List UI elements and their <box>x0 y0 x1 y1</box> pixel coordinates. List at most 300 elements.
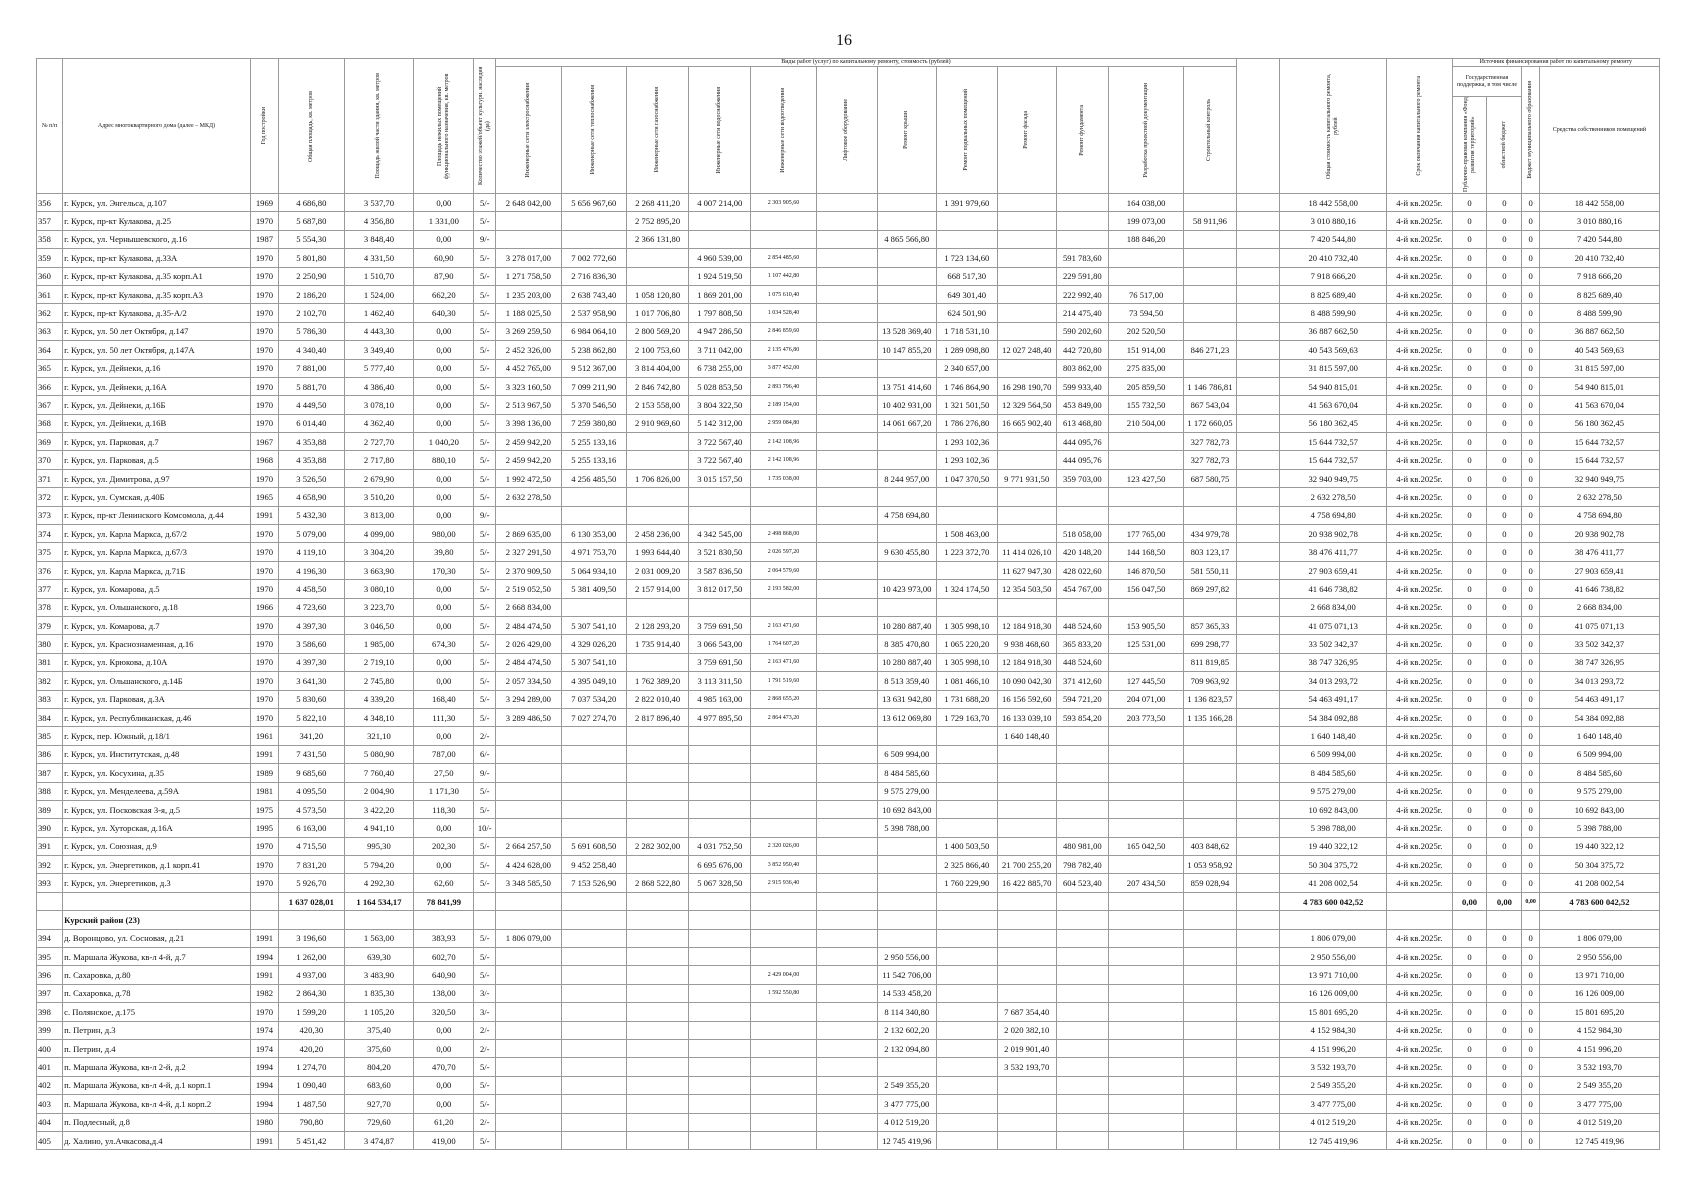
row-source-value: 0 <box>1487 580 1522 598</box>
row-work-cost <box>816 653 877 671</box>
row-number: 403 <box>37 1095 63 1113</box>
row-term: 4-й кв.2025г. <box>1387 1003 1452 1021</box>
row-address: г. Курск, ул. Карла Маркса, д.67/3 <box>63 543 251 561</box>
row-work-cost <box>1184 1095 1236 1113</box>
row-address: г. Курск, ул. Комарова, д.5 <box>63 580 251 598</box>
row-source-value: 0 <box>1487 1021 1522 1039</box>
header-floors: Количество этажей/объект культурн. наследия (да) <box>474 59 496 194</box>
row-work-cost: 5 064 934,10 <box>561 561 626 579</box>
row-work-cost: 2 142 108,96 <box>751 433 816 451</box>
row-total-area: 4 095,50 <box>279 782 344 800</box>
row-work-cost: 5 307 541,10 <box>561 616 626 634</box>
row-address: г. Курск, ул. Дейнеки, д.16Б <box>63 396 251 414</box>
section-empty <box>1236 911 1280 929</box>
row-work-cost <box>1056 230 1108 248</box>
row-work-cost: 2 549 355,20 <box>877 1076 936 1094</box>
row-nonresidential-area: 0,00 <box>414 396 474 414</box>
row-work-cost: 13 612 069,80 <box>877 708 936 726</box>
row-year: 1975 <box>250 800 278 818</box>
row-work-cost: 4 960 539,00 <box>689 249 751 267</box>
row-source-value: 0 <box>1487 322 1522 340</box>
totals-living-area: 1 164 534,17 <box>344 892 414 910</box>
row-work-cost <box>627 745 689 763</box>
row-floors: 5/- <box>474 469 496 487</box>
row-year: 1970 <box>250 616 278 634</box>
row-nonresidential-area: 202,30 <box>414 837 474 855</box>
row-work-cost: 3 521 830,50 <box>689 543 751 561</box>
row-work-cost <box>1184 800 1236 818</box>
row-work-cost: 5 142 312,00 <box>689 414 751 432</box>
row-source-value: 0 <box>1522 451 1539 469</box>
row-source-value: 0 <box>1452 249 1487 267</box>
row-nonresidential-area: 0,00 <box>414 653 474 671</box>
row-source-value: 0 <box>1522 396 1539 414</box>
row-address: г. Курск, ул. Дейнеки, д.16В <box>63 414 251 432</box>
capital-repair-table <box>36 58 1660 1150</box>
row-work-cost <box>997 966 1056 984</box>
row-living-area: 729,60 <box>344 1113 414 1131</box>
row-source-value: 0 <box>1452 984 1487 1002</box>
row-work-cost <box>816 874 877 892</box>
row-work-cost: 16 298 190,70 <box>997 377 1056 395</box>
row-work-cost <box>816 598 877 616</box>
row-work-cost: 8 244 957,00 <box>877 469 936 487</box>
row-address: п. Маршала Жукова, кв-л 4-й, д.1 корп.1 <box>63 1076 251 1094</box>
table-row <box>37 359 1660 377</box>
row-number: 361 <box>37 285 63 303</box>
row-source-value: 0 <box>1522 1039 1539 1057</box>
row-address: п. Маршала Жукова, кв-л 4-й, д.7 <box>63 948 251 966</box>
totals-source-value: 4 783 600 042,52 <box>1539 892 1659 910</box>
row-total-area: 3 526,50 <box>279 469 344 487</box>
row-work-cost <box>1109 782 1184 800</box>
row-total-area: 4 119,10 <box>279 543 344 561</box>
row-number: 362 <box>37 304 63 322</box>
row-spacer <box>1236 304 1280 322</box>
row-work-cost: 14 533 458,20 <box>877 984 936 1002</box>
row-term: 4-й кв.2025г. <box>1387 580 1452 598</box>
row-source-value: 0 <box>1452 929 1487 947</box>
row-year: 1974 <box>250 1021 278 1039</box>
row-work-cost <box>751 948 816 966</box>
row-source-value: 0 <box>1522 469 1539 487</box>
row-source-value: 0 <box>1452 727 1487 745</box>
table-row <box>37 451 1660 469</box>
table-row <box>37 708 1660 726</box>
header-spacer <box>1236 59 1280 194</box>
row-spacer <box>1236 433 1280 451</box>
row-work-cost: 1 136 823,57 <box>1184 690 1236 708</box>
row-work-cost: 3 289 486,50 <box>496 708 561 726</box>
row-number: 358 <box>37 230 63 248</box>
row-work-cost <box>496 782 561 800</box>
header-work-roof: Ремонт крыши <box>877 67 936 194</box>
row-year: 1969 <box>250 194 278 212</box>
row-work-cost <box>1184 359 1236 377</box>
row-work-cost: 1 053 958,92 <box>1184 856 1236 874</box>
row-source-value: 4 152 984,30 <box>1539 1021 1659 1039</box>
row-work-cost <box>997 1076 1056 1094</box>
header-work-water: Инженерные сети водоснабжения <box>689 67 751 194</box>
row-total-area: 4 573,50 <box>279 800 344 818</box>
row-work-cost <box>1109 745 1184 763</box>
row-total-cost: 32 940 949,75 <box>1280 469 1387 487</box>
row-spacer <box>1236 653 1280 671</box>
row-year: 1995 <box>250 819 278 837</box>
row-nonresidential-area: 1 171,30 <box>414 782 474 800</box>
row-living-area: 2 004,90 <box>344 782 414 800</box>
row-work-cost <box>689 1131 751 1149</box>
row-spacer <box>1236 285 1280 303</box>
row-floors: 5/- <box>474 1095 496 1113</box>
row-floors: 5/- <box>474 598 496 616</box>
row-number: 396 <box>37 966 63 984</box>
table-row <box>37 1095 1660 1113</box>
row-work-cost <box>1056 819 1108 837</box>
row-total-cost: 8 484 585,60 <box>1280 764 1387 782</box>
row-work-cost <box>816 561 877 579</box>
row-work-cost: 4 395 049,10 <box>561 672 626 690</box>
row-work-cost <box>816 1039 877 1057</box>
table-row <box>37 1021 1660 1039</box>
row-total-cost: 40 543 569,63 <box>1280 341 1387 359</box>
section-empty <box>279 911 344 929</box>
row-number: 399 <box>37 1021 63 1039</box>
row-source-value: 0 <box>1487 690 1522 708</box>
row-work-cost <box>1056 929 1108 947</box>
row-work-cost <box>751 1003 816 1021</box>
row-work-cost: 127 445,50 <box>1109 672 1184 690</box>
row-work-cost <box>997 800 1056 818</box>
row-work-cost <box>496 1113 561 1131</box>
row-source-value: 0 <box>1487 469 1522 487</box>
row-work-cost <box>627 856 689 874</box>
row-work-cost <box>1184 322 1236 340</box>
row-work-cost: 16 156 592,60 <box>997 690 1056 708</box>
row-source-value: 0 <box>1452 874 1487 892</box>
row-work-cost <box>561 800 626 818</box>
section-empty <box>250 911 278 929</box>
row-work-cost <box>561 1131 626 1149</box>
row-work-cost <box>1109 764 1184 782</box>
row-number: 367 <box>37 396 63 414</box>
row-work-cost <box>627 1058 689 1076</box>
totals-empty <box>689 892 751 910</box>
row-work-cost <box>689 966 751 984</box>
row-source-value: 0 <box>1487 1113 1522 1131</box>
row-work-cost <box>816 727 877 745</box>
row-work-cost <box>936 561 997 579</box>
row-work-cost: 1 034 528,40 <box>751 304 816 322</box>
row-total-area: 341,20 <box>279 727 344 745</box>
row-work-cost: 2 664 257,50 <box>496 837 561 855</box>
row-living-area: 5 794,20 <box>344 856 414 874</box>
row-floors: 9/- <box>474 230 496 248</box>
row-work-cost: 599 933,40 <box>1056 377 1108 395</box>
row-total-area: 7 831,20 <box>279 856 344 874</box>
row-source-value: 0 <box>1487 727 1522 745</box>
row-source-value: 0 <box>1487 837 1522 855</box>
totals-source-value: 0,00 <box>1522 892 1539 910</box>
row-nonresidential-area: 1 331,00 <box>414 212 474 230</box>
row-work-cost <box>997 194 1056 212</box>
row-term: 4-й кв.2025г. <box>1387 837 1452 855</box>
row-source-value: 0 <box>1452 1113 1487 1131</box>
row-nonresidential-area: 0,00 <box>414 230 474 248</box>
row-source-value: 0 <box>1452 745 1487 763</box>
row-total-cost: 19 440 322,12 <box>1280 837 1387 855</box>
row-total-cost: 2 632 278,50 <box>1280 488 1387 506</box>
row-floors: 6/- <box>474 745 496 763</box>
row-total-area: 5 926,70 <box>279 874 344 892</box>
row-floors: 5/- <box>474 1058 496 1076</box>
row-work-cost <box>1109 249 1184 267</box>
row-term: 4-й кв.2025г. <box>1387 948 1452 966</box>
section-empty <box>1109 911 1184 929</box>
row-work-cost <box>496 966 561 984</box>
row-work-cost <box>816 249 877 267</box>
row-term: 4-й кв.2025г. <box>1387 616 1452 634</box>
row-source-value: 0 <box>1487 782 1522 800</box>
totals-empty <box>1184 892 1236 910</box>
row-number: 373 <box>37 506 63 524</box>
row-work-cost: 164 038,00 <box>1109 194 1184 212</box>
row-nonresidential-area: 0,00 <box>414 1021 474 1039</box>
section-empty <box>414 911 474 929</box>
row-work-cost <box>816 856 877 874</box>
row-source-value: 1 640 148,40 <box>1539 727 1659 745</box>
row-source-value: 1 806 079,00 <box>1539 929 1659 947</box>
row-living-area: 1 563,00 <box>344 929 414 947</box>
row-work-cost: 7 687 354,40 <box>997 1003 1056 1021</box>
row-work-cost <box>1184 1131 1236 1149</box>
row-work-cost <box>496 1039 561 1057</box>
row-spacer <box>1236 561 1280 579</box>
row-work-cost: 11 414 026,10 <box>997 543 1056 561</box>
row-work-cost: 2 163 471,60 <box>751 616 816 634</box>
row-living-area: 3 223,70 <box>344 598 414 616</box>
table-body <box>37 194 1660 1150</box>
row-number: 368 <box>37 414 63 432</box>
row-work-cost: 2 100 753,60 <box>627 341 689 359</box>
row-source-value: 0 <box>1522 1095 1539 1113</box>
row-work-cost <box>689 800 751 818</box>
row-source-value: 0 <box>1452 856 1487 874</box>
row-source-value: 0 <box>1452 194 1487 212</box>
row-source-value: 0 <box>1487 304 1522 322</box>
row-work-cost: 5 067 328,50 <box>689 874 751 892</box>
row-work-cost: 1 762 389,20 <box>627 672 689 690</box>
row-work-cost <box>997 929 1056 947</box>
table-row <box>37 469 1660 487</box>
row-total-area: 5 451,42 <box>279 1131 344 1149</box>
row-work-cost <box>689 1039 751 1057</box>
row-work-cost: 365 833,20 <box>1056 635 1108 653</box>
row-work-cost: 73 594,50 <box>1109 304 1184 322</box>
row-work-cost <box>1184 1021 1236 1039</box>
row-work-cost <box>936 984 997 1002</box>
row-term: 4-й кв.2025г. <box>1387 874 1452 892</box>
row-work-cost <box>997 598 1056 616</box>
row-work-cost: 2 303 905,60 <box>751 194 816 212</box>
row-floors: 5/- <box>474 653 496 671</box>
row-address: г. Курск, ул. Менделеева, д.59А <box>63 782 251 800</box>
row-living-area: 2 719,10 <box>344 653 414 671</box>
row-source-value: 0 <box>1522 1021 1539 1039</box>
row-work-cost <box>627 1003 689 1021</box>
row-work-cost: 867 543,04 <box>1184 396 1236 414</box>
row-year: 1970 <box>250 1003 278 1021</box>
row-nonresidential-area: 111,30 <box>414 708 474 726</box>
row-spacer <box>1236 764 1280 782</box>
row-address: г. Курск, пер. Южный, д.18/1 <box>63 727 251 745</box>
row-work-cost: 2 822 010,40 <box>627 690 689 708</box>
row-work-cost: 10 423 973,00 <box>877 580 936 598</box>
row-work-cost: 2 498 868,00 <box>751 525 816 543</box>
row-spacer <box>1236 635 1280 653</box>
table-row <box>37 1076 1660 1094</box>
row-work-cost: 12 184 918,30 <box>997 616 1056 634</box>
row-number: 386 <box>37 745 63 763</box>
row-work-cost: 3 814 404,00 <box>627 359 689 377</box>
row-work-cost <box>816 635 877 653</box>
row-total-cost: 54 463 491,17 <box>1280 690 1387 708</box>
row-work-cost: 11 627 947,30 <box>997 561 1056 579</box>
row-term: 4-й кв.2025г. <box>1387 561 1452 579</box>
row-work-cost <box>1056 1076 1108 1094</box>
row-work-cost: 2 128 293,20 <box>627 616 689 634</box>
row-work-cost <box>627 800 689 818</box>
row-work-cost <box>1056 727 1108 745</box>
row-source-value: 0 <box>1522 727 1539 745</box>
row-work-cost <box>627 1095 689 1113</box>
row-source-value: 3 532 193,70 <box>1539 1058 1659 1076</box>
row-work-cost <box>751 782 816 800</box>
header-num: № п/п <box>37 59 63 194</box>
row-work-cost: 624 501,90 <box>936 304 997 322</box>
row-number: 378 <box>37 598 63 616</box>
row-work-cost: 6 984 064,10 <box>561 322 626 340</box>
row-nonresidential-area: 0,00 <box>414 469 474 487</box>
row-source-value: 0 <box>1452 451 1487 469</box>
row-source-value: 0 <box>1487 433 1522 451</box>
row-source-value: 0 <box>1452 377 1487 395</box>
row-living-area: 3 813,00 <box>344 506 414 524</box>
row-work-cost <box>496 1131 561 1149</box>
row-work-cost: 2 638 743,40 <box>561 285 626 303</box>
header-work-sewerage: Инженерные сети водоотведения <box>751 67 816 194</box>
row-source-value: 0 <box>1522 708 1539 726</box>
row-work-cost: 798 782,40 <box>1056 856 1108 874</box>
row-total-cost: 2 549 355,20 <box>1280 1076 1387 1094</box>
row-source-value: 0 <box>1522 874 1539 892</box>
row-floors: 5/- <box>474 433 496 451</box>
row-total-cost: 41 075 071,13 <box>1280 616 1387 634</box>
row-source-value: 41 563 670,04 <box>1539 396 1659 414</box>
row-floors: 5/- <box>474 616 496 634</box>
row-total-cost: 6 509 994,00 <box>1280 745 1387 763</box>
row-total-cost: 8 488 599,90 <box>1280 304 1387 322</box>
row-total-cost: 20 938 902,78 <box>1280 525 1387 543</box>
row-source-value: 0 <box>1487 598 1522 616</box>
row-work-cost <box>997 433 1056 451</box>
row-work-cost <box>1184 819 1236 837</box>
row-number: 390 <box>37 819 63 837</box>
row-work-cost: 687 580,75 <box>1184 469 1236 487</box>
row-nonresidential-area: 0,00 <box>414 414 474 432</box>
row-source-value: 0 <box>1487 966 1522 984</box>
row-source-value: 0 <box>1452 230 1487 248</box>
row-work-cost <box>936 1039 997 1057</box>
row-source-value: 0 <box>1522 856 1539 874</box>
row-number: 400 <box>37 1039 63 1057</box>
row-number: 383 <box>37 690 63 708</box>
header-work-design: Разработка проектной документации <box>1109 67 1184 194</box>
row-work-cost: 3 398 136,00 <box>496 414 561 432</box>
row-work-cost <box>496 1076 561 1094</box>
row-work-cost: 1 058 120,80 <box>627 285 689 303</box>
row-total-area: 4 715,50 <box>279 837 344 855</box>
section-empty <box>627 911 689 929</box>
row-work-cost <box>816 543 877 561</box>
row-work-cost <box>627 1113 689 1131</box>
row-work-cost <box>816 966 877 984</box>
row-address: г. Курск, ул. Хуторская, д.16А <box>63 819 251 837</box>
row-spacer <box>1236 396 1280 414</box>
table-row <box>37 525 1660 543</box>
row-work-cost <box>936 230 997 248</box>
row-source-value: 2 549 355,20 <box>1539 1076 1659 1094</box>
row-work-cost <box>561 1095 626 1113</box>
row-total-cost: 8 825 689,40 <box>1280 285 1387 303</box>
row-floors: 5/- <box>474 782 496 800</box>
row-floors: 5/- <box>474 580 496 598</box>
row-nonresidential-area: 118,30 <box>414 800 474 818</box>
row-source-value: 0 <box>1522 616 1539 634</box>
row-source-value: 0 <box>1487 672 1522 690</box>
row-work-cost: 3 348 585,50 <box>496 874 561 892</box>
row-nonresidential-area: 62,60 <box>414 874 474 892</box>
row-term: 4-й кв.2025г. <box>1387 1131 1452 1149</box>
row-number: 356 <box>37 194 63 212</box>
row-work-cost <box>496 1058 561 1076</box>
row-work-cost <box>816 396 877 414</box>
row-work-cost <box>816 764 877 782</box>
row-living-area: 1 524,00 <box>344 285 414 303</box>
row-work-cost: 4 452 765,00 <box>496 359 561 377</box>
row-spacer <box>1236 672 1280 690</box>
row-nonresidential-area: 39,80 <box>414 543 474 561</box>
row-source-value: 2 668 834,00 <box>1539 598 1659 616</box>
table-row <box>37 929 1660 947</box>
row-work-cost <box>1109 1021 1184 1039</box>
row-total-cost: 36 887 662,50 <box>1280 322 1387 340</box>
row-work-cost <box>1109 929 1184 947</box>
header-source-regional: областной бюджет <box>1487 97 1522 194</box>
row-work-cost <box>751 212 816 230</box>
row-source-value: 0 <box>1487 616 1522 634</box>
row-living-area: 3 349,40 <box>344 341 414 359</box>
row-term: 4-й кв.2025г. <box>1387 690 1452 708</box>
row-source-value: 41 646 738,82 <box>1539 580 1659 598</box>
row-total-area: 4 353,88 <box>279 433 344 451</box>
row-work-cost <box>1056 1058 1108 1076</box>
row-total-cost: 41 208 002,54 <box>1280 874 1387 892</box>
row-source-value: 0 <box>1522 267 1539 285</box>
header-work-heating: Инженерные сети теплоснабжения <box>561 67 626 194</box>
row-work-cost: 6 738 255,00 <box>689 359 751 377</box>
row-year: 1981 <box>250 782 278 800</box>
